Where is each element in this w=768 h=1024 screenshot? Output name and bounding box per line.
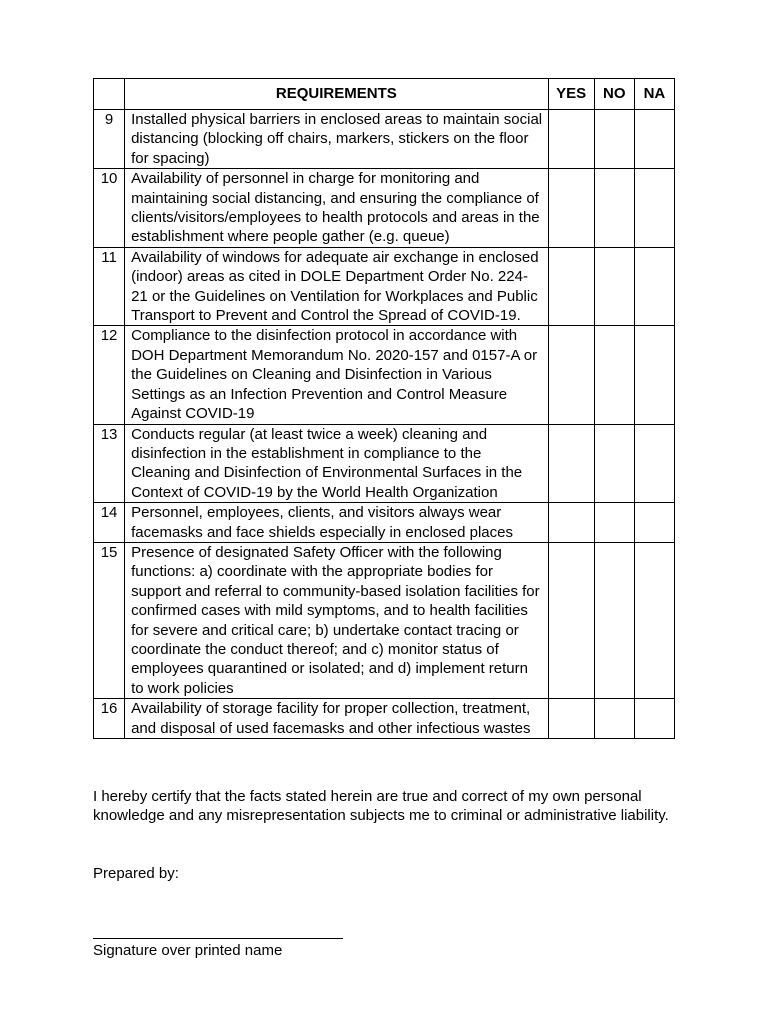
signature-line xyxy=(93,938,343,939)
row-number: 10 xyxy=(94,169,125,248)
prepared-by-label: Prepared by: xyxy=(93,865,179,882)
header-yes: YES xyxy=(548,79,594,110)
certification-statement: I hereby certify that the facts stated herein are true and correct of my own personal knowledge and any misrepresentation subjects me to criminal or administrative liability. xyxy=(93,788,669,825)
na-cell[interactable] xyxy=(634,110,674,169)
table-row xyxy=(94,699,675,739)
na-cell[interactable] xyxy=(634,503,674,543)
table-row xyxy=(94,326,675,424)
requirement-text: Presence of designated Safety Officer with the following functions: a) coordinate with the appropriate bodies for support and referral to community-based isolation facilities for confirmed cases with mild symptoms, and to health facilities for severe and critical care; b) undertake contact tracing or coordinate the conduct thereof; and c) monitor status of employees quarantined or isolated; and d) implement return to work policies xyxy=(125,542,548,698)
table-header-row xyxy=(94,79,675,110)
na-cell[interactable] xyxy=(634,542,674,698)
yes-cell[interactable] xyxy=(548,169,594,248)
row-number: 13 xyxy=(94,424,125,503)
no-cell[interactable] xyxy=(594,247,634,326)
yes-cell[interactable] xyxy=(548,699,594,739)
table-row xyxy=(94,503,675,543)
requirement-text: Conducts regular (at least twice a week) cleaning and disinfection in the establishment in compliance to the Cleaning and Disinfection of Environmental Surfaces in the Context of COVID-19 by the World Health Organization xyxy=(125,424,548,503)
table-row xyxy=(94,542,675,698)
yes-cell[interactable] xyxy=(548,424,594,503)
table-row xyxy=(94,169,675,248)
no-cell[interactable] xyxy=(594,169,634,248)
table-row xyxy=(94,110,675,169)
na-cell[interactable] xyxy=(634,424,674,503)
no-cell[interactable] xyxy=(594,503,634,543)
row-number: 9 xyxy=(94,110,125,169)
table-row xyxy=(94,424,675,503)
na-cell[interactable] xyxy=(634,169,674,248)
no-cell[interactable] xyxy=(594,424,634,503)
requirement-text: Installed physical barriers in enclosed areas to maintain social distancing (blocking off chairs, markers, stickers on the floor for spacing) xyxy=(125,110,548,169)
na-cell[interactable] xyxy=(634,699,674,739)
na-cell[interactable] xyxy=(634,326,674,424)
yes-cell[interactable] xyxy=(548,247,594,326)
yes-cell[interactable] xyxy=(548,503,594,543)
row-number: 12 xyxy=(94,326,125,424)
no-cell[interactable] xyxy=(594,542,634,698)
requirement-text: Availability of personnel in charge for monitoring and maintaining social distancing, and ensuring the compliance of clients/visitors/employees to health protocols and areas in the establishment where people gather (e.g. queue) xyxy=(125,169,548,248)
requirements-checklist-table xyxy=(93,78,675,739)
row-number: 15 xyxy=(94,542,125,698)
table-row xyxy=(94,247,675,326)
yes-cell[interactable] xyxy=(548,326,594,424)
yes-cell[interactable] xyxy=(548,542,594,698)
header-requirements: REQUIREMENTS xyxy=(125,79,548,110)
row-number: 11 xyxy=(94,247,125,326)
header-no: NO xyxy=(594,79,634,110)
row-number: 16 xyxy=(94,699,125,739)
no-cell[interactable] xyxy=(594,326,634,424)
requirement-text: Compliance to the disinfection protocol in accordance with DOH Department Memorandum No. 2020-157 and 0157-A or the Guidelines on Cleaning and Disinfection in Various Settings as an Infection Prevention and Control Measure Against COVID-19 xyxy=(125,326,548,424)
header-number xyxy=(94,79,125,110)
requirement-text: Personnel, employees, clients, and visitors always wear facemasks and face shields especially in enclosed places xyxy=(125,503,548,543)
no-cell[interactable] xyxy=(594,110,634,169)
no-cell[interactable] xyxy=(594,699,634,739)
signature-caption: Signature over printed name xyxy=(93,942,283,959)
requirement-text: Availability of storage facility for proper collection, treatment, and disposal of used facemasks and other infectious wastes xyxy=(125,699,548,739)
na-cell[interactable] xyxy=(634,247,674,326)
header-na: NA xyxy=(634,79,674,110)
requirement-text: Availability of windows for adequate air exchange in enclosed (indoor) areas as cited in DOLE Department Order No. 224-21 or the Guidelines on Ventilation for Workplaces and Public Transport to Prevent and Control the Spread of COVID-19. xyxy=(125,247,548,326)
yes-cell[interactable] xyxy=(548,110,594,169)
row-number: 14 xyxy=(94,503,125,543)
